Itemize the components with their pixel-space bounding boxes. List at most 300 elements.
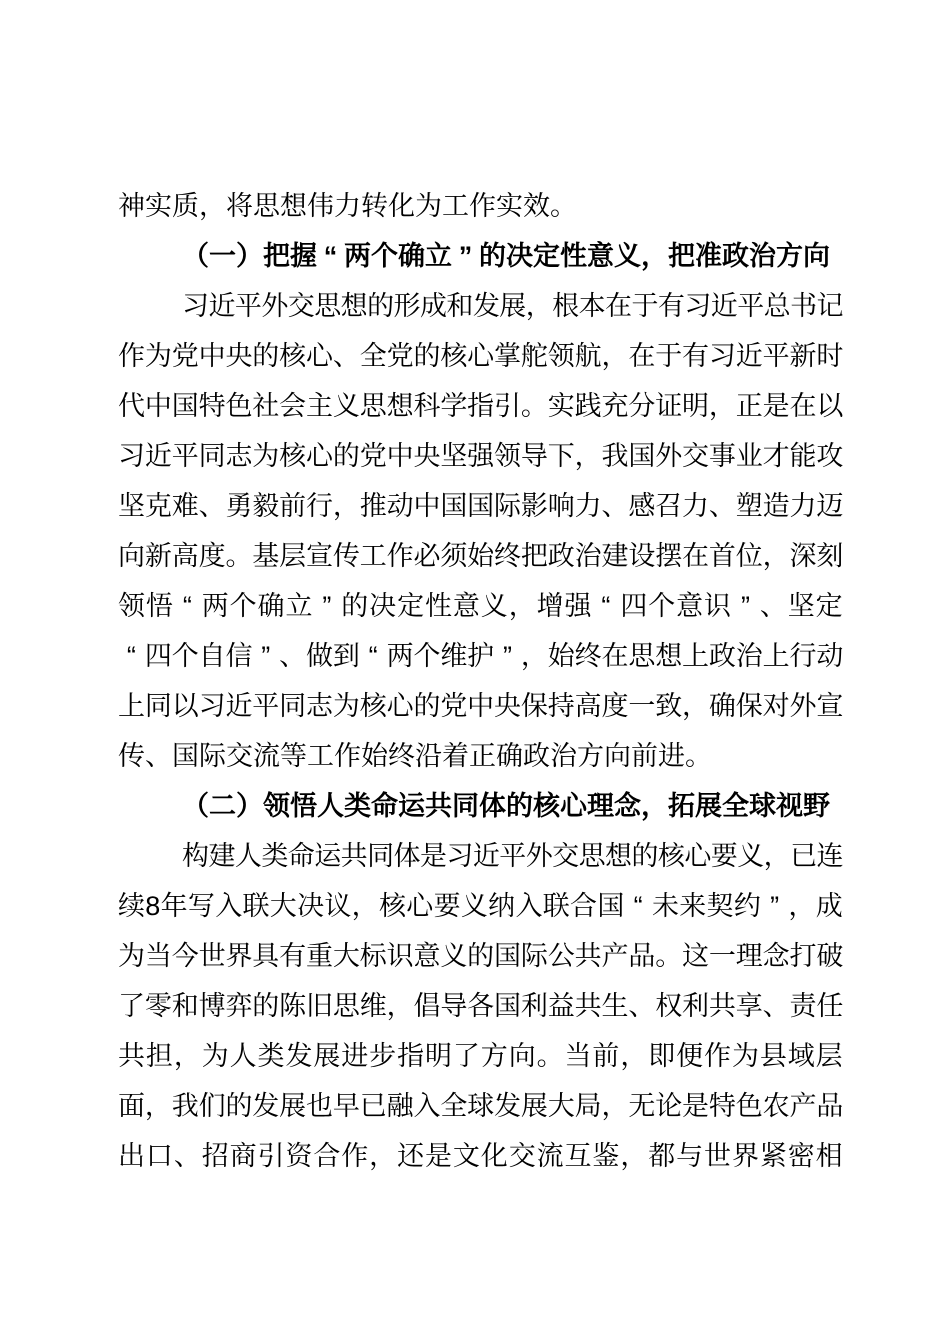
char-glyph: 中 bbox=[144, 391, 172, 421]
char-glyph: 倡 bbox=[413, 991, 441, 1021]
char-glyph: ， bbox=[369, 1141, 397, 1171]
char-glyph: 、 bbox=[759, 591, 787, 621]
char-glyph: 的 bbox=[367, 291, 395, 321]
char-glyph: 想 bbox=[340, 291, 368, 321]
char-glyph: 展 bbox=[520, 1091, 548, 1121]
char-glyph: 是 bbox=[419, 841, 447, 871]
char-glyph: 平 bbox=[762, 341, 790, 371]
char-glyph: 召 bbox=[655, 491, 683, 521]
char-glyph: 个 bbox=[371, 241, 398, 271]
char-glyph: 运 bbox=[314, 841, 342, 871]
char-glyph: 国 bbox=[628, 441, 656, 471]
char-glyph: 交 bbox=[287, 291, 315, 321]
char-glyph: 前 bbox=[631, 741, 658, 771]
char-glyph: 度 bbox=[198, 541, 226, 571]
char-glyph: 当 bbox=[564, 1041, 592, 1071]
char-glyph: 质 bbox=[172, 191, 199, 221]
char-glyph: 责 bbox=[789, 991, 817, 1021]
char-glyph: 影 bbox=[520, 491, 548, 521]
char-glyph: 有 bbox=[682, 341, 710, 371]
char-glyph: 政 bbox=[722, 241, 749, 271]
char-glyph: 类 bbox=[257, 1041, 285, 1071]
char-glyph: 四 bbox=[144, 641, 172, 671]
char-glyph: 神 bbox=[118, 191, 145, 221]
char-glyph: 共 bbox=[118, 1041, 145, 1071]
char-glyph: 感 bbox=[628, 491, 656, 521]
char-glyph: 将 bbox=[226, 191, 253, 221]
char-glyph: 成 bbox=[419, 291, 447, 321]
char-glyph: 益 bbox=[547, 991, 575, 1021]
char-glyph: 共 bbox=[425, 791, 452, 821]
char-glyph: 建 bbox=[208, 841, 236, 871]
char-glyph: 平 bbox=[171, 441, 199, 471]
char-glyph: 强 bbox=[564, 591, 592, 621]
char-glyph: 县 bbox=[759, 1041, 787, 1071]
char-glyph: 拓 bbox=[668, 791, 695, 821]
char-glyph: 国 bbox=[597, 891, 625, 921]
char-glyph: 刻 bbox=[816, 541, 844, 571]
char-glyph: 行 bbox=[306, 491, 334, 521]
char-glyph: 全 bbox=[359, 341, 387, 371]
char-glyph: ， bbox=[620, 1041, 648, 1071]
char-glyph: 入 bbox=[413, 1091, 441, 1121]
char-glyph: 近 bbox=[225, 691, 253, 721]
document-text-column bbox=[118, 181, 843, 1181]
char-glyph: 治 bbox=[735, 641, 763, 671]
char-glyph: 类 bbox=[344, 791, 371, 821]
char-glyph: 旧 bbox=[306, 991, 334, 1021]
char-glyph: 立 bbox=[285, 591, 313, 621]
char-glyph: 向 bbox=[803, 241, 830, 271]
text-line bbox=[118, 631, 843, 681]
char-glyph: 力 bbox=[682, 491, 710, 521]
char-glyph: 的 bbox=[225, 1091, 253, 1121]
char-glyph: 产 bbox=[789, 1091, 817, 1121]
char-glyph: ， bbox=[332, 491, 360, 521]
char-glyph: 们 bbox=[198, 1091, 226, 1121]
char-glyph: 塑 bbox=[735, 491, 763, 521]
char-glyph: 展 bbox=[499, 291, 527, 321]
char-glyph: 品 bbox=[628, 941, 656, 971]
char-glyph: 核 bbox=[440, 341, 468, 371]
char-glyph: 有 bbox=[279, 941, 307, 971]
char-glyph: 宣 bbox=[306, 541, 334, 571]
char-glyph: 想 bbox=[280, 191, 307, 221]
char-glyph: 明 bbox=[424, 1041, 452, 1071]
char-glyph: 效 bbox=[523, 191, 550, 221]
char-glyph: 自 bbox=[198, 641, 226, 671]
char-glyph: 高 bbox=[574, 691, 602, 721]
char-glyph: 基 bbox=[252, 541, 280, 571]
char-glyph: 球 bbox=[749, 791, 776, 821]
char-glyph: 中 bbox=[386, 441, 414, 471]
char-glyph: 高 bbox=[171, 541, 199, 571]
char-glyph: 续 bbox=[118, 891, 145, 921]
char-glyph: 。 bbox=[520, 391, 548, 421]
char-glyph: 记 bbox=[816, 291, 844, 321]
char-glyph: 等 bbox=[280, 741, 307, 771]
char-glyph: 同 bbox=[367, 841, 395, 871]
char-glyph: 核 bbox=[533, 791, 560, 821]
char-glyph: 坚 bbox=[118, 491, 145, 521]
char-glyph: 大 bbox=[332, 941, 360, 971]
text-line bbox=[118, 331, 843, 381]
char-glyph: 个 bbox=[648, 591, 676, 621]
char-glyph: 四 bbox=[620, 591, 648, 621]
char-glyph: 把 bbox=[520, 541, 548, 571]
char-glyph: 利 bbox=[682, 991, 710, 1021]
char-glyph: 一 bbox=[628, 691, 656, 721]
char-glyph: 深 bbox=[789, 541, 817, 571]
char-glyph: 总 bbox=[763, 291, 791, 321]
char-glyph: 毅 bbox=[252, 491, 280, 521]
char-glyph: 国 bbox=[494, 941, 522, 971]
char-glyph: 心 bbox=[306, 441, 334, 471]
char-glyph: ” bbox=[458, 241, 473, 271]
char-glyph: ， bbox=[762, 541, 790, 571]
char-glyph: 维 bbox=[359, 991, 387, 1021]
char-glyph: 掌 bbox=[494, 341, 522, 371]
text-line bbox=[118, 431, 843, 481]
char-glyph: 思 bbox=[359, 391, 387, 421]
char-glyph: 平 bbox=[737, 291, 765, 321]
char-glyph: 在 bbox=[682, 541, 710, 571]
char-glyph: 决 bbox=[297, 891, 325, 921]
char-glyph: 外 bbox=[261, 291, 289, 321]
char-glyph: 的 bbox=[631, 841, 659, 871]
char-glyph: 确 bbox=[257, 591, 285, 621]
char-glyph: 近 bbox=[208, 291, 236, 321]
char-glyph: 任 bbox=[816, 991, 844, 1021]
char-glyph: 实 bbox=[547, 391, 575, 421]
char-glyph: 命 bbox=[371, 791, 398, 821]
char-glyph: 要 bbox=[710, 841, 738, 871]
char-glyph: ， bbox=[682, 691, 710, 721]
char-glyph: 维 bbox=[440, 641, 468, 671]
char-glyph: 在 bbox=[605, 291, 632, 321]
char-glyph: 攻 bbox=[816, 441, 844, 471]
char-glyph: ” bbox=[770, 891, 780, 921]
char-glyph: 中 bbox=[198, 341, 226, 371]
char-glyph: 义 bbox=[737, 841, 765, 871]
char-glyph: 世 bbox=[704, 1141, 732, 1171]
char-glyph: 念 bbox=[762, 941, 790, 971]
char-glyph: 央 bbox=[494, 691, 522, 721]
char-glyph: 的 bbox=[252, 341, 280, 371]
char-glyph: 意 bbox=[676, 591, 704, 621]
char-glyph: 坚 bbox=[787, 591, 815, 621]
char-glyph: 球 bbox=[467, 1091, 495, 1121]
char-glyph: 致 bbox=[655, 691, 683, 721]
char-glyph: 的 bbox=[332, 441, 360, 471]
char-glyph: 作 bbox=[386, 541, 414, 571]
char-glyph: 年 bbox=[160, 891, 188, 921]
char-glyph: 层 bbox=[279, 541, 307, 571]
char-glyph: “ bbox=[601, 591, 611, 621]
char-glyph: 方 bbox=[577, 741, 604, 771]
char-glyph: 在 bbox=[628, 341, 656, 371]
char-glyph: 进 bbox=[341, 1041, 369, 1071]
char-glyph: 联 bbox=[542, 891, 570, 921]
char-glyph: 护 bbox=[467, 641, 495, 671]
char-glyph: 是 bbox=[682, 1091, 710, 1121]
char-glyph: 度 bbox=[601, 691, 629, 721]
char-glyph: 公 bbox=[547, 941, 575, 971]
char-glyph: 打 bbox=[789, 941, 817, 971]
char-glyph: 摆 bbox=[655, 541, 683, 571]
char-glyph: 业 bbox=[735, 441, 763, 471]
char-glyph: 际 bbox=[494, 491, 522, 521]
char-glyph: ， bbox=[520, 641, 548, 671]
text-line bbox=[118, 1131, 843, 1181]
char-glyph: 品 bbox=[816, 1091, 844, 1121]
char-glyph: 领 bbox=[263, 791, 290, 821]
char-glyph: 保 bbox=[735, 691, 763, 721]
char-glyph: 是 bbox=[424, 1141, 452, 1171]
char-glyph: 我 bbox=[601, 441, 629, 471]
char-glyph: 始 bbox=[361, 741, 388, 771]
char-glyph: 陈 bbox=[279, 991, 307, 1021]
char-glyph: 增 bbox=[536, 591, 564, 621]
char-glyph: 密 bbox=[787, 1141, 815, 1171]
char-glyph: 心 bbox=[306, 341, 334, 371]
char-glyph: 我 bbox=[171, 1091, 199, 1121]
char-glyph: ， bbox=[788, 891, 816, 921]
char-glyph: 指 bbox=[467, 391, 495, 421]
char-glyph: 想 bbox=[655, 641, 683, 671]
char-glyph: 、 bbox=[601, 491, 629, 521]
char-glyph: 义 bbox=[332, 391, 360, 421]
char-glyph: 理 bbox=[735, 941, 763, 971]
char-glyph: 的 bbox=[252, 991, 280, 1021]
char-glyph: 类 bbox=[261, 841, 289, 871]
char-glyph: 事 bbox=[708, 441, 736, 471]
char-glyph: 造 bbox=[762, 491, 790, 521]
char-glyph: 契 bbox=[706, 891, 734, 921]
char-glyph: 心 bbox=[560, 791, 587, 821]
char-glyph: ， bbox=[601, 1091, 629, 1121]
char-glyph: 议 bbox=[324, 891, 352, 921]
char-glyph: 和 bbox=[446, 291, 474, 321]
char-glyph: 的 bbox=[413, 691, 441, 721]
char-glyph: 定 bbox=[397, 591, 425, 621]
char-glyph: 近 bbox=[144, 441, 172, 471]
char-glyph: 意 bbox=[587, 241, 614, 271]
char-glyph: 、 bbox=[628, 991, 656, 1021]
char-glyph: 习 bbox=[446, 841, 474, 871]
char-glyph: 想 bbox=[386, 391, 414, 421]
char-glyph: 核 bbox=[378, 891, 406, 921]
char-glyph: 上 bbox=[762, 641, 790, 671]
char-glyph: 零 bbox=[144, 991, 172, 1021]
char-glyph: 也 bbox=[306, 1091, 334, 1121]
char-glyph: 。 bbox=[655, 941, 683, 971]
text-line bbox=[118, 381, 843, 431]
char-glyph: 交 bbox=[508, 1141, 536, 1171]
char-glyph: 产 bbox=[601, 941, 629, 971]
char-glyph: 方 bbox=[480, 1041, 508, 1071]
char-glyph: 习 bbox=[198, 691, 226, 721]
char-glyph: 下 bbox=[547, 441, 575, 471]
char-glyph: 前 bbox=[592, 1041, 620, 1071]
char-glyph: 发 bbox=[285, 1041, 313, 1071]
char-glyph: 、 bbox=[145, 741, 172, 771]
char-glyph: 为 bbox=[415, 191, 442, 221]
char-glyph: 向 bbox=[604, 741, 631, 771]
char-glyph: 视 bbox=[776, 791, 803, 821]
char-glyph: ， bbox=[525, 291, 553, 321]
char-glyph: 坚 bbox=[440, 441, 468, 471]
char-glyph: 、 bbox=[279, 641, 307, 671]
char-glyph: 农 bbox=[762, 1091, 790, 1121]
char-glyph: 融 bbox=[386, 1091, 414, 1121]
char-glyph: 着 bbox=[442, 741, 469, 771]
char-glyph: 入 bbox=[215, 891, 243, 921]
char-glyph: 信 bbox=[225, 641, 253, 671]
char-glyph: 界 bbox=[225, 941, 253, 971]
char-glyph: 动 bbox=[386, 491, 414, 521]
char-glyph: 以 bbox=[171, 691, 199, 721]
char-glyph: 力 bbox=[574, 491, 602, 521]
char-glyph: 的 bbox=[506, 791, 533, 821]
char-glyph: 引 bbox=[494, 391, 522, 421]
char-glyph: 发 bbox=[252, 1091, 280, 1121]
char-glyph: 交 bbox=[682, 441, 710, 471]
char-glyph: 设 bbox=[628, 541, 656, 571]
char-glyph: 正 bbox=[735, 391, 763, 421]
char-glyph: ） bbox=[236, 791, 263, 821]
char-glyph: ， bbox=[641, 791, 668, 821]
char-glyph: 色 bbox=[735, 1091, 763, 1121]
char-glyph: 国 bbox=[467, 491, 495, 521]
char-glyph: 学 bbox=[440, 391, 468, 421]
char-glyph: 商 bbox=[229, 1141, 257, 1171]
char-glyph: ， bbox=[144, 1091, 172, 1121]
char-glyph: 领 bbox=[494, 441, 522, 471]
text-line bbox=[118, 831, 843, 881]
char-glyph: 两 bbox=[344, 241, 371, 271]
char-glyph: 时 bbox=[816, 341, 844, 371]
char-glyph: 向 bbox=[118, 541, 145, 571]
char-glyph: 党 bbox=[386, 341, 414, 371]
char-glyph: 个 bbox=[229, 591, 257, 621]
char-glyph: ， bbox=[574, 441, 602, 471]
char-glyph: 外 bbox=[789, 691, 817, 721]
char-glyph: 同 bbox=[198, 441, 226, 471]
char-glyph: 性 bbox=[424, 591, 452, 621]
char-glyph: 互 bbox=[564, 1141, 592, 1171]
char-glyph: 早 bbox=[332, 1091, 360, 1121]
char-glyph: 迈 bbox=[816, 491, 844, 521]
char-glyph: ” bbox=[322, 591, 332, 621]
char-glyph: 。 bbox=[536, 1041, 564, 1071]
char-glyph: 野 bbox=[803, 791, 830, 821]
char-glyph: 、 bbox=[762, 991, 790, 1021]
char-glyph: 为 bbox=[332, 691, 360, 721]
char-glyph: 约 bbox=[733, 891, 761, 921]
char-glyph: 际 bbox=[520, 941, 548, 971]
char-glyph: 局 bbox=[574, 1091, 602, 1121]
char-glyph: 能 bbox=[789, 441, 817, 471]
char-glyph: 交 bbox=[226, 741, 253, 771]
char-glyph: 的 bbox=[413, 341, 441, 371]
char-glyph: 保 bbox=[520, 691, 548, 721]
char-glyph: 构 bbox=[182, 841, 209, 871]
char-glyph: 域 bbox=[787, 1041, 815, 1071]
text-line bbox=[118, 531, 843, 581]
char-glyph: ， bbox=[508, 591, 536, 621]
char-glyph: 弈 bbox=[225, 991, 253, 1021]
char-glyph: 定 bbox=[533, 241, 560, 271]
char-glyph: 立 bbox=[425, 241, 452, 271]
char-glyph: 合 bbox=[570, 891, 598, 921]
char-glyph: 上 bbox=[118, 691, 145, 721]
char-glyph: 共 bbox=[340, 841, 368, 871]
char-glyph: 流 bbox=[253, 741, 280, 771]
char-glyph: 党 bbox=[171, 341, 199, 371]
char-glyph: 联 bbox=[242, 891, 270, 921]
char-glyph: 体 bbox=[393, 841, 421, 871]
char-glyph: 治 bbox=[550, 741, 577, 771]
section-heading bbox=[118, 781, 843, 831]
char-glyph: ” bbox=[740, 591, 750, 621]
char-glyph: ， bbox=[763, 841, 791, 871]
char-glyph: 步 bbox=[369, 1041, 397, 1071]
char-glyph: ， bbox=[386, 991, 414, 1021]
char-glyph: 中 bbox=[413, 491, 441, 521]
char-glyph: 科 bbox=[413, 391, 441, 421]
char-glyph: 界 bbox=[731, 1141, 759, 1171]
char-glyph: 资 bbox=[285, 1141, 313, 1171]
char-glyph: 把 bbox=[668, 241, 695, 271]
char-glyph: 二 bbox=[209, 791, 236, 821]
char-glyph: 首 bbox=[708, 541, 736, 571]
char-glyph: 一 bbox=[708, 941, 736, 971]
char-glyph: （ bbox=[182, 791, 209, 821]
text-line bbox=[118, 581, 843, 631]
char-glyph: 舵 bbox=[520, 341, 548, 371]
char-glyph: 意 bbox=[452, 591, 480, 621]
char-glyph: 、 bbox=[332, 341, 360, 371]
char-glyph: 博 bbox=[198, 991, 226, 1021]
char-glyph: “ bbox=[323, 241, 338, 271]
char-glyph: 平 bbox=[234, 291, 262, 321]
char-glyph: 心 bbox=[684, 841, 712, 871]
char-glyph: 义 bbox=[440, 941, 468, 971]
char-glyph: 领 bbox=[118, 591, 145, 621]
char-glyph: 担 bbox=[145, 1041, 173, 1071]
char-glyph: 思 bbox=[332, 991, 360, 1021]
char-glyph: 思 bbox=[628, 641, 656, 671]
char-glyph: 为 bbox=[731, 1041, 759, 1071]
char-glyph: 发 bbox=[494, 1091, 522, 1121]
char-glyph: 分 bbox=[628, 391, 656, 421]
char-glyph: 写 bbox=[187, 891, 215, 921]
char-glyph: 导 bbox=[440, 991, 468, 1021]
char-glyph: 持 bbox=[547, 691, 575, 721]
char-glyph: 于 bbox=[655, 341, 683, 371]
char-glyph: 正 bbox=[469, 741, 496, 771]
char-glyph: 根 bbox=[552, 291, 580, 321]
char-glyph: 核 bbox=[359, 691, 387, 721]
char-glyph: 紧 bbox=[759, 1141, 787, 1171]
char-glyph: 明 bbox=[682, 391, 710, 421]
char-glyph: 进 bbox=[658, 741, 685, 771]
char-glyph: 平 bbox=[252, 691, 280, 721]
char-glyph: ， bbox=[199, 191, 226, 221]
char-glyph: 全 bbox=[722, 791, 749, 821]
char-glyph: 两 bbox=[386, 641, 414, 671]
